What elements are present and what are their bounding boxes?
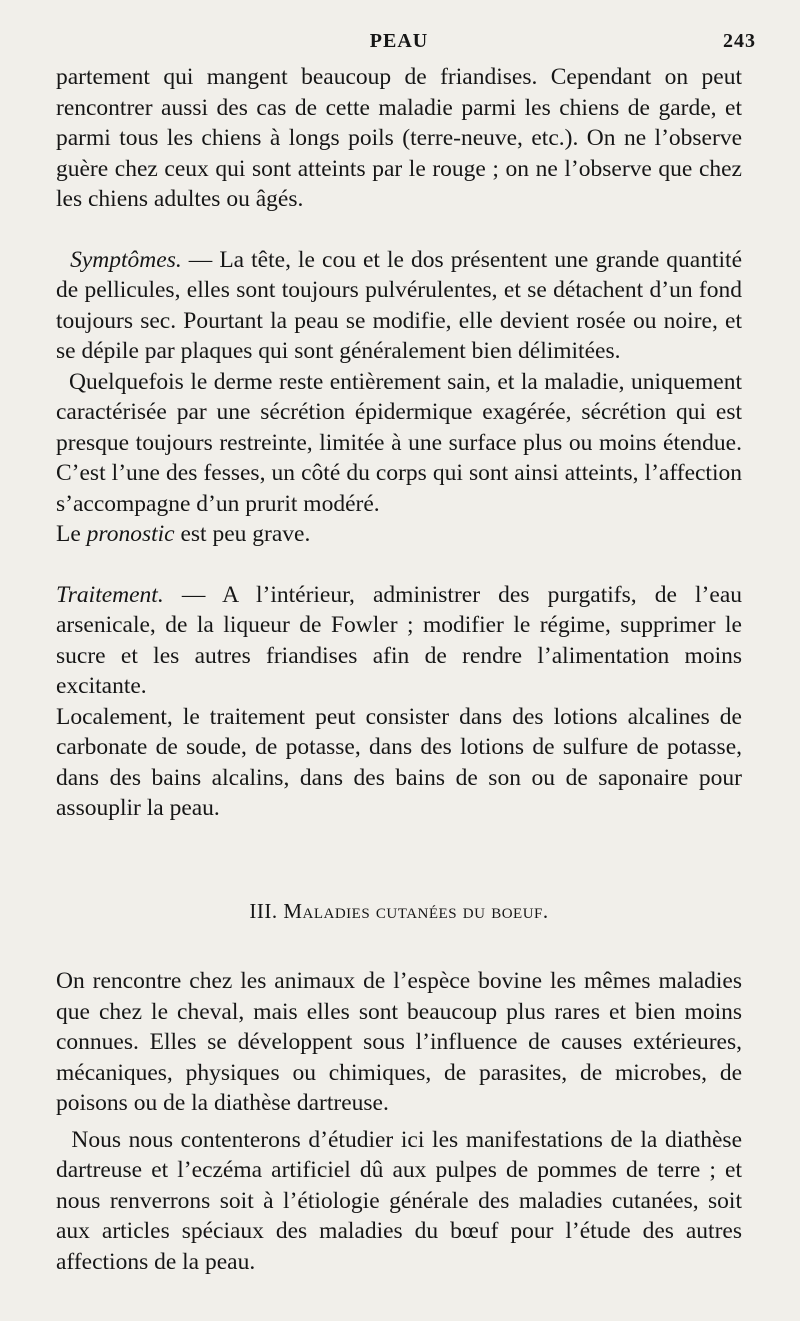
symptoms-text: — La tête, le cou et le dos présentent une grande quantité de pellicules, elles sont toujours pulvérulentes, et se détachent d’un fond toujours sec. Pourtant la peau se modifie, elle devient rosée ou noire, et se dépile par plaques qui sont généralement bien délimitées. [56, 246, 743, 364]
body-text [56, 62, 742, 1277]
symptoms-heading: Symptômes. [70, 246, 182, 273]
paragraph-treatment [56, 580, 742, 702]
paragraph-continuation: partement qui mangent beaucoup de friandises. Cependant on peut rencontrer aussi des cas de cette maladie parmi les chiens de garde, et parmi tous les chiens à longs poils (terre-neuve, etc.). On ne l’observe guère chez ceux qui sont atteints par le rouge ; on ne l’observe que chez les chiens adultes ou âgés. [56, 64, 742, 212]
prognosis-prefix: Le [56, 521, 87, 547]
paragraph-derm [56, 367, 742, 520]
treatment-heading: Traitement. [56, 581, 164, 608]
derm-text: Quelquefois le derme reste entièrement sain, et la maladie, uniquement caractérisée par une sécrétion épidermique exagérée, sécrétion qui est presque toujours restreinte, limitée à une surface plus ou moins étendue. C’est l’une des fesses, un côté du corps qui sont ainsi atteints, l’affection s’accompagne d’un prurit modéré. [56, 368, 742, 517]
paragraph-bovine-intro [56, 966, 742, 1119]
scope-text: Nous nous contenterons d’étudier ici les manifestations de la diathèse dartreuse et l’eczéma artificiel dû aux pulpes de pommes de terre ; et nous renverrons soit à l’étiologie générale des maladies cutanées, soit aux articles spéciaux des maladies du bœuf pour l’étude des autres affections de la peau. [56, 1126, 743, 1275]
section-number: III. [249, 898, 284, 923]
paragraph-local-treatment [56, 702, 742, 824]
page-number: 243 [723, 30, 756, 52]
local-treatment-text: Localement, le traitement peut consister dans des lotions alcalines de carbonate de soude, de potasse, dans des lotions de sulfure de potasse, dans des bains alcalins, dans des bains de son ou de saponaire pour assouplir la peau. [56, 703, 742, 821]
prognosis-suffix: est peu grave. [174, 521, 311, 547]
section-title: Maladies cutanées du boeuf. [283, 898, 549, 923]
treatment-text: — A l’intérieur, administrer des purgatifs, de l’eau arsenicale, de la liqueur de Fowler ; modifier le régime, supprimer le sucre et les autres friandises afin de rendre l’alimentation moins excitante. [56, 581, 742, 699]
paragraph-symptoms [56, 245, 742, 367]
prognosis-word: pronostic [86, 521, 175, 547]
bovine-intro-text: On rencontre chez les animaux de l’espèce bovine les mêmes maladies que chez le cheval, mais elles sont beaucoup plus rares et bien moins connues. Elles se développent sous l’influence de causes extérieures, mécaniques, physiques ou chimiques, de parasites, de microbes, de poisons ou de la diathèse dartreuse. [56, 968, 742, 1116]
paragraph-scope [56, 1125, 742, 1278]
running-head [56, 30, 756, 60]
paragraph-prognosis [56, 519, 742, 550]
section-heading [56, 896, 742, 927]
running-title: PEAU [369, 30, 429, 52]
